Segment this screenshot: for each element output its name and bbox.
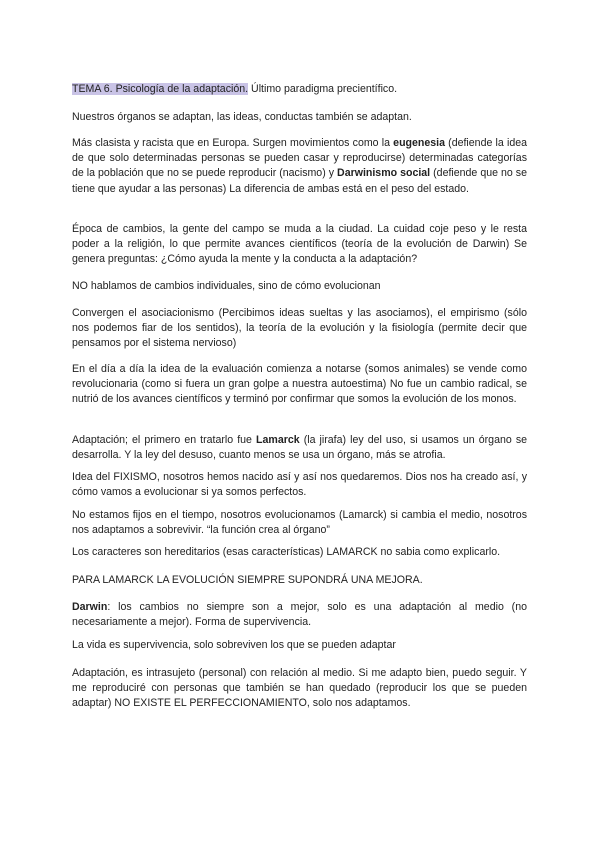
paragraph-7 xyxy=(72,433,527,463)
paragraph-2 xyxy=(72,136,527,197)
paragraph-11: PARA LAMARCK LA EVOLUCIÓN SIEMPRE SUPONDRÁ UNA MEJORA. xyxy=(72,574,423,586)
p12-text-b: : los cambios no siempre son a mejor, solo es una adaptación al medio (no necesariamente a mejor). Forma de supervivencia. xyxy=(72,601,527,629)
paragraph-1: Nuestros órganos se adaptan, las ideas, conductas también se adaptan. xyxy=(72,111,412,123)
paragraph-4: NO hablamos de cambios individuales, sino de cómo evolucionan xyxy=(72,280,381,292)
paragraph-3: Época de cambios, la gente del campo se muda a la ciudad. La cuidad coje peso y le resta poder a la religión, lo que permite avances científicos (teoría de la evolución de Darwin) Se genera preguntas: ¿Cómo ayuda la mente y la conducta a la adaptación? xyxy=(72,223,527,266)
p2-text-a: Más clasista y racista que en Europa. Surgen movimientos como la xyxy=(72,137,394,149)
term-eugenesia: eugenesia xyxy=(393,137,445,149)
paragraph-5: Convergen el asociacionismo (Percibimos ideas sueltas y las asociamos), el empirismo (sólo nos podemos fiar de los sentidos), la teoría de la evolución y la fisiología (permite decir que pensamos por el sistema nervioso) xyxy=(72,307,527,350)
paragraph-13: La vida es supervivencia, solo sobreviven los que se pueden adaptar xyxy=(72,639,396,651)
paragraph-8: Idea del FIXISMO, nosotros hemos nacido así y así nos quedaremos. Dios nos ha creado así, y cómo vamos a evolucionar si ya somos perfectos. xyxy=(72,471,527,499)
term-darwinismo-social: Darwinismo social xyxy=(337,167,431,180)
paragraph-12 xyxy=(72,600,527,630)
paragraph-9: No estamos fijos en el tiempo, nosotros evolucionamos (Lamarck) si cambia el medio, nosotros nos adaptamos a sobrevivir. “la función crea al órgano” xyxy=(72,509,527,537)
paragraph-6: En el día a día la idea de la evaluación comienza a notarse (somos animales) se vende como revolucionaria (como si fuera un gran golpe a nuestra autoestima) No fue un cambio radical, se nutrió de los avances científicos y terminó por confirmar que somos la evolución de los monos. xyxy=(72,363,527,406)
p7-text-c: (la jirafa) ley del uso, si usamos un órgano se desarrolla. Y la ley del desuso, cuanto menos se usa un órgano, más se atrofia. xyxy=(72,434,528,462)
p2-text-e: (defiende que no se tiene que ayudar a las personas) La diferencia de ambas está en el peso del estado. xyxy=(72,167,527,195)
title-rest: Último paradigma precientífico. xyxy=(248,83,398,95)
term-darwin: Darwin xyxy=(72,601,108,613)
p7-text-a: Adaptación; el primero en tratarlo fue xyxy=(72,434,257,446)
paragraph-14: Adaptación, es intrasujeto (personal) con relación al medio. Si me adapto bien, puedo seguir. Y me reproduciré con personas que también se han quedado (reproducir los que se pueden adaptar) NO EXISTE EL PERFECCIONAMIENTO, solo nos adaptamos. xyxy=(72,667,527,710)
term-lamarck: Lamarck xyxy=(256,434,300,446)
p2-text-c: (defiende la idea de que solo determinadas personas se pueden casar y reproducirse) determinadas categorías de la población que no se puede reproducir (nacismo) y xyxy=(72,137,527,180)
paragraph-10: Los caracteres son hereditarios (esas características) LAMARCK no sabia como explicarlo. xyxy=(72,546,501,558)
page-title xyxy=(72,82,527,97)
title-highlight: TEMA 6. Psicología de la adaptación. xyxy=(72,83,249,95)
